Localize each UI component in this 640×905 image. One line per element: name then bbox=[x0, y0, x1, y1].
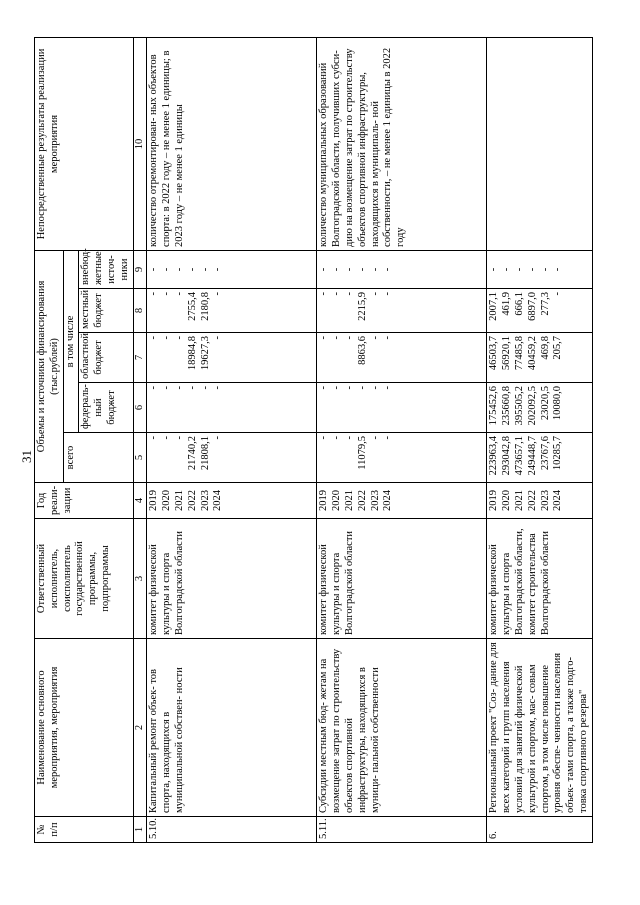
total-cell-group bbox=[487, 433, 592, 483]
local-cell: - bbox=[382, 292, 394, 296]
local-cell-group bbox=[147, 289, 317, 333]
regional-cell: 469,8 bbox=[539, 336, 551, 360]
year-cell: 2024 bbox=[552, 490, 564, 511]
local-cell: 666,1 bbox=[513, 292, 525, 316]
regional-cell: - bbox=[161, 336, 173, 340]
header-name: Наименование основного мероприятия, мероприятия bbox=[35, 639, 134, 817]
total-cell: 249448,7 bbox=[526, 436, 538, 476]
local-cell: 2755,4 bbox=[186, 292, 198, 321]
extra-cell: - bbox=[488, 267, 500, 272]
total-cell: 11079,5 bbox=[356, 436, 368, 470]
federal-cell: - bbox=[148, 386, 160, 390]
regional-cell: 8863,6 bbox=[356, 336, 368, 365]
extra-cell: - bbox=[173, 267, 185, 272]
federal-cell: - bbox=[382, 386, 394, 390]
table-row bbox=[487, 37, 592, 842]
total-cell: - bbox=[382, 436, 394, 440]
extra-cell: - bbox=[199, 267, 211, 272]
year-cell: 2021 bbox=[173, 490, 185, 511]
year-cell: 2020 bbox=[161, 490, 173, 511]
col-index: 6 bbox=[133, 383, 147, 433]
federal-cell: - bbox=[186, 386, 198, 390]
regional-cell: 19627,3 bbox=[199, 336, 211, 371]
extra-cell: - bbox=[343, 267, 355, 272]
table-body bbox=[147, 37, 592, 842]
total-cell: 21808,1 bbox=[199, 436, 211, 471]
col-index: 4 bbox=[133, 483, 147, 519]
federal-cell: 23020,5 bbox=[539, 386, 551, 421]
year-cell: 2019 bbox=[318, 490, 330, 511]
header-responsible: Ответственный исполнитель, соисполнитель государственной программы, подпрограммы bbox=[35, 519, 134, 639]
local-cell-group bbox=[487, 289, 592, 333]
year-cell: 2021 bbox=[343, 490, 355, 511]
federal-cell: 235660,8 bbox=[501, 386, 513, 426]
extra-cell: - bbox=[382, 267, 394, 272]
total-cell: - bbox=[161, 436, 173, 440]
local-cell: - bbox=[318, 292, 330, 296]
total-cell: 10285,7 bbox=[552, 436, 564, 471]
year-cell-group bbox=[317, 483, 487, 519]
local-cell: 461,9 bbox=[501, 292, 513, 316]
year-cell: 2023 bbox=[369, 490, 381, 511]
local-cell: - bbox=[331, 292, 343, 296]
table-row bbox=[317, 37, 487, 842]
total-cell: - bbox=[343, 436, 355, 440]
regional-cell-group bbox=[487, 333, 592, 383]
federal-cell-group bbox=[487, 383, 592, 433]
regional-cell-group bbox=[147, 333, 317, 383]
federal-cell-group bbox=[147, 383, 317, 433]
extra-cell: - bbox=[501, 267, 513, 272]
local-cell: - bbox=[343, 292, 355, 296]
local-cell: 277,3 bbox=[539, 292, 551, 316]
col-index: 5 bbox=[133, 433, 147, 483]
regional-cell: - bbox=[343, 336, 355, 340]
regional-cell: 77485,8 bbox=[513, 336, 525, 371]
regional-cell: - bbox=[148, 336, 160, 340]
total-cell: - bbox=[173, 436, 185, 440]
page-number: 31 bbox=[19, 450, 34, 463]
local-cell: - bbox=[148, 292, 160, 296]
header-results: Непосредственные результаты реализации мероприятия bbox=[35, 37, 134, 250]
row-name: Субсидии местным бюд- жетам на возмещение затрат по строительству объектов спортивной инфраструктуры, находящихся в муници- пальной собственности bbox=[317, 639, 487, 817]
row-number: 5.11. bbox=[317, 817, 487, 843]
regional-cell-group bbox=[317, 333, 487, 383]
federal-cell: - bbox=[318, 386, 330, 390]
regional-cell: - bbox=[173, 336, 185, 340]
regional-cell: - bbox=[212, 336, 224, 340]
year-cell: 2022 bbox=[356, 490, 368, 511]
local-cell: - bbox=[173, 292, 185, 296]
extra-cell-group bbox=[487, 250, 592, 288]
row-result bbox=[487, 37, 592, 250]
row-name: Капитальный ремонт объек- тов спорта, находящихся в муниципальной собствен- ности bbox=[147, 639, 317, 817]
header-federal: федераль- ный бюджет bbox=[79, 383, 133, 433]
total-cell: - bbox=[369, 436, 381, 440]
regional-cell: - bbox=[318, 336, 330, 340]
year-cell: 2019 bbox=[148, 490, 160, 511]
row-result: количество отремонтирован- ных объектов спорта: в 2022 году – не менее 1 единицы; в 2023 году – не менее 1 единицы bbox=[147, 37, 317, 250]
year-cell: 2024 bbox=[382, 490, 394, 511]
header-funding: Объемы и источники финансирования (тыс.рублей) bbox=[35, 250, 64, 482]
row-result: количество муниципальных образований Волгоградской области, получивших субси- дию на возмещение затрат по строительству объектов спортивной инфраструктуры, находящихся в муниципаль- ной собственности, – не менее 1 единицы в 2022 году bbox=[317, 37, 487, 250]
header-regional: областной бюджет bbox=[79, 333, 133, 383]
regional-cell: - bbox=[331, 336, 343, 340]
row-responsible: комитет физической культуры и спорта Волгоградской области bbox=[317, 519, 487, 639]
row-responsible: комитет физической культуры и спорта Волгоградской области bbox=[147, 519, 317, 639]
extra-cell: - bbox=[356, 267, 368, 272]
federal-cell: 395505,2 bbox=[513, 386, 525, 426]
extra-cell: - bbox=[186, 267, 198, 272]
local-cell: - bbox=[369, 292, 381, 296]
extra-cell: - bbox=[331, 267, 343, 272]
col-index: 2 bbox=[133, 639, 147, 817]
federal-cell: - bbox=[212, 386, 224, 390]
program-table bbox=[34, 37, 593, 843]
column-index-row bbox=[133, 37, 147, 842]
total-cell: 23767,6 bbox=[539, 436, 551, 471]
year-cell: 2022 bbox=[526, 490, 538, 511]
extra-cell: - bbox=[539, 267, 551, 272]
extra-cell: - bbox=[161, 267, 173, 272]
federal-cell: - bbox=[199, 386, 211, 390]
total-cell: 293042,8 bbox=[501, 436, 513, 476]
federal-cell: - bbox=[331, 386, 343, 390]
header-total: всего bbox=[63, 433, 133, 483]
federal-cell: - bbox=[369, 386, 381, 390]
row-number: 6. bbox=[487, 817, 592, 843]
local-cell: 2215,9 bbox=[356, 292, 368, 321]
header-local: местный бюджет bbox=[79, 289, 133, 333]
header-year: Год реали- зации bbox=[35, 483, 134, 519]
header-extra: внебюд- жетные источ- ники bbox=[79, 250, 133, 288]
regional-cell: 18984,8 bbox=[186, 336, 198, 371]
total-cell: 21740,2 bbox=[186, 436, 198, 471]
year-cell: 2023 bbox=[199, 490, 211, 511]
federal-cell-group bbox=[317, 383, 487, 433]
federal-cell: - bbox=[356, 386, 368, 390]
year-cell: 2019 bbox=[488, 490, 500, 511]
year-cell: 2023 bbox=[539, 490, 551, 511]
federal-cell: 175452,6 bbox=[488, 386, 500, 426]
total-cell-group bbox=[317, 433, 487, 483]
extra-cell: - bbox=[513, 267, 525, 272]
col-index: 8 bbox=[133, 289, 147, 333]
total-cell: - bbox=[331, 436, 343, 440]
local-cell: 6897,0 bbox=[526, 292, 538, 321]
extra-cell: - bbox=[526, 267, 538, 272]
col-index: 3 bbox=[133, 519, 147, 639]
table-row bbox=[147, 37, 317, 842]
header-including: в том числе bbox=[63, 250, 79, 432]
regional-cell: 56920,1 bbox=[501, 336, 513, 371]
regional-cell: - bbox=[382, 336, 394, 340]
federal-cell: 202092,5 bbox=[526, 386, 538, 426]
extra-cell-group bbox=[317, 250, 487, 288]
row-name: Региональный проект "Соз- дание для всех категорий и групп населения условий для занятий физической культурой и спортом, мас- совым спортом, в том числе повышение уровня обеспе- ченности населения объек- тами спорта, а также подго- товка спортивного резерва" bbox=[487, 639, 592, 817]
local-cell: - bbox=[212, 292, 224, 296]
total-cell: - bbox=[212, 436, 224, 440]
local-cell: - bbox=[552, 292, 564, 296]
extra-cell: - bbox=[552, 267, 564, 272]
local-cell: - bbox=[161, 292, 173, 296]
regional-cell: 40459,2 bbox=[526, 336, 538, 371]
col-index: 10 bbox=[133, 37, 147, 250]
col-index: 7 bbox=[133, 333, 147, 383]
col-index: 1 bbox=[133, 817, 147, 843]
total-cell: - bbox=[318, 436, 330, 440]
extra-cell: - bbox=[212, 267, 224, 272]
year-cell: 2024 bbox=[212, 490, 224, 511]
header-num: № п/п bbox=[35, 817, 134, 843]
federal-cell: - bbox=[343, 386, 355, 390]
federal-cell: 10080,0 bbox=[552, 386, 564, 421]
federal-cell: - bbox=[173, 386, 185, 390]
local-cell-group bbox=[317, 289, 487, 333]
local-cell: 2007,1 bbox=[488, 292, 500, 321]
total-cell: - bbox=[148, 436, 160, 440]
extra-cell: - bbox=[148, 267, 160, 272]
local-cell: 2180,8 bbox=[199, 292, 211, 321]
year-cell: 2020 bbox=[331, 490, 343, 511]
extra-cell: - bbox=[369, 267, 381, 272]
year-cell-group bbox=[147, 483, 317, 519]
year-cell: 2022 bbox=[186, 490, 198, 511]
regional-cell: 46503,7 bbox=[488, 336, 500, 371]
regional-cell: - bbox=[369, 336, 381, 340]
year-cell: 2020 bbox=[501, 490, 513, 511]
row-number: 5.10. bbox=[147, 817, 317, 843]
federal-cell: - bbox=[161, 386, 173, 390]
year-cell: 2021 bbox=[513, 490, 525, 511]
row-responsible: комитет физической культуры и спорта Волгоградской области, комитет строительства Волгоградской области bbox=[487, 519, 592, 639]
extra-cell-group bbox=[147, 250, 317, 288]
total-cell-group bbox=[147, 433, 317, 483]
total-cell: 473657,1 bbox=[513, 436, 525, 476]
regional-cell: 205,7 bbox=[552, 336, 564, 360]
col-index: 9 bbox=[133, 250, 147, 288]
total-cell: 223963,4 bbox=[488, 436, 500, 476]
year-cell-group bbox=[487, 483, 592, 519]
extra-cell: - bbox=[318, 267, 330, 272]
